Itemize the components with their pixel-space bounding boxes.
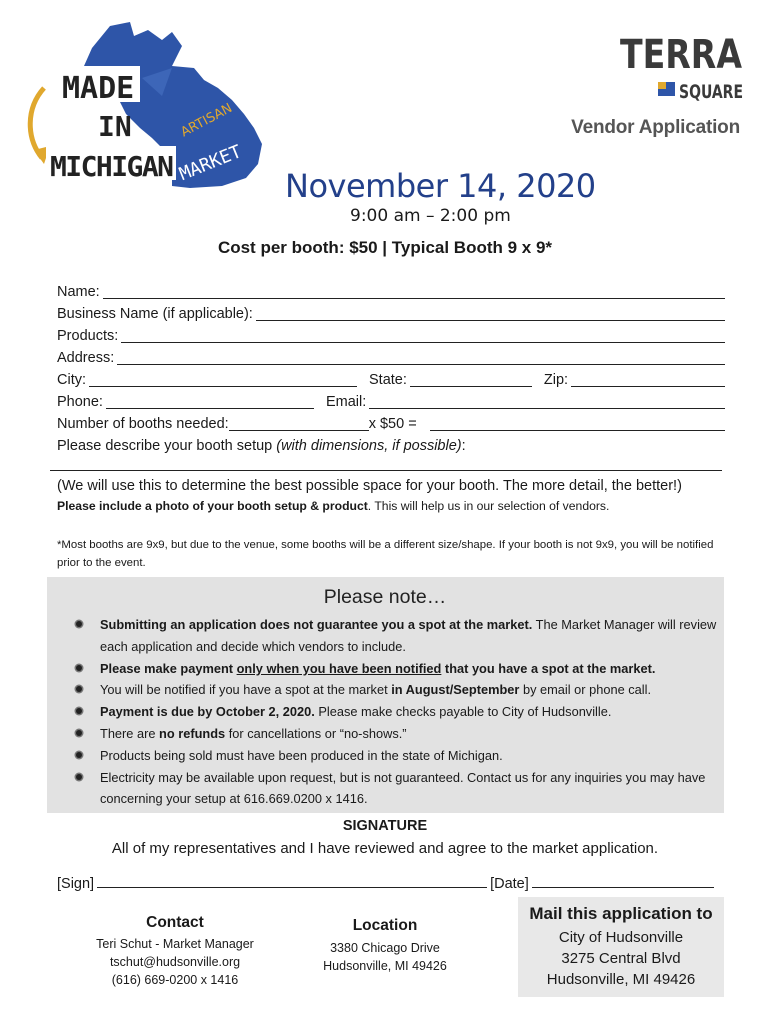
city-field[interactable] [89,372,357,387]
address-label: Address: [57,350,115,366]
signature-heading: SIGNATURE [342,818,428,834]
phone-field[interactable] [106,394,314,409]
describe-label: Please describe your booth setup [57,438,277,454]
email-field[interactable] [369,394,725,409]
business-name-label: Business Name (if applicable): [57,306,253,322]
zip-label: Zip: [543,372,569,388]
signature-statement: All of my representatives and I have reviewed and agree to the market application. [111,840,659,857]
note-4-bold: Payment is due by October 2, 2020. [100,704,315,720]
email-label: Email: [325,394,367,410]
cost-per-booth: Cost per booth: $50 | Typical Booth 9 x 9* [217,238,553,257]
name-label: Name: [57,284,100,300]
signature-row [57,872,717,892]
business-name-row [57,303,727,325]
made-in-michigan-logo [22,18,267,193]
logo-square-text: SQUARE [679,81,743,103]
name-field[interactable] [103,284,725,299]
contact-phone: (616) 669-0200 x 1416 [111,973,239,987]
sign-label: [Sign] [57,876,95,892]
date-label: [Date] [490,876,529,892]
event-date: November 14, 2020 [285,167,596,205]
business-name-field[interactable] [256,306,725,321]
list-item [70,679,720,701]
note-2-pre: Please make payment [100,660,237,676]
contact-heading: Contact [146,914,204,931]
note-2-post: that you have a spot at the market. [441,660,656,676]
state-field[interactable] [410,372,532,387]
logo-in-text: IN [98,110,132,143]
note-5-post: for cancellations or “no-shows.” [225,725,407,741]
total-fee-field[interactable] [430,416,725,431]
list-item [70,658,720,680]
list-item [70,614,720,658]
mail-city: Hudsonville, MI 49426 [546,971,696,988]
products-field[interactable] [121,328,725,343]
contact-email: tschut@hudsonville.org [109,955,241,969]
date-field[interactable] [532,875,714,888]
booths-needed-label: Number of booths needed: [57,416,229,432]
logo-michigan-text: MICHIGAN [50,150,174,183]
logo-terra-text: TERRA [620,32,743,78]
note-5-bold: no refunds [159,725,226,741]
booths-needed-field[interactable] [229,416,369,431]
logo-artisan-text: ARTISAN [178,100,235,141]
note-7-text: Electricity may be available upon request, but is not guaranteed. Contact us for any inquiries you may have concerning your setup at 616.669.0200 x 1416. [100,769,706,807]
logo-made-text: MADE [62,71,135,106]
logo-market-text: MARKET [176,141,245,186]
describe-row [57,435,727,457]
describe-hint: (with dimensions, if possible) [276,438,462,454]
zip-field[interactable] [571,372,725,387]
photo-note [57,499,609,513]
mail-block [518,903,724,990]
contact-name: Teri Schut - Market Manager [96,937,254,951]
list-item [70,723,720,745]
location-block [300,917,470,975]
signature-field[interactable] [97,875,487,888]
note-3-post: by email or phone call. [519,682,651,698]
mail-heading: Mail this application to [529,904,713,923]
note-5-pre: There are [100,725,160,741]
booths-row [57,413,727,435]
address-field[interactable] [117,350,725,365]
name-row [57,281,727,303]
address-row [57,347,727,369]
location-street: 3380 Chicago Drive [330,941,440,955]
note-1-bold: Submitting an application does not guarantee you a spot at the market. [100,617,533,632]
city-label: City: [57,372,86,388]
contact-block [50,914,300,989]
booth-setup-field[interactable] [50,470,722,471]
state-label: State: [369,372,407,388]
application-form [57,281,727,457]
list-item [70,767,720,811]
event-time: 9:00 am – 2:00 pm [350,206,511,226]
list-item [70,745,720,767]
location-heading: Location [352,917,418,934]
mail-street: 3275 Central Blvd [561,950,681,967]
please-note-title: Please note… [323,586,447,608]
booth-size-note: *Most booths are 9x9, but due to the venue, some booths will be a different size/shape. If your booth is not 9x9, you will be notified prior to the event. [57,539,714,569]
mail-name: City of Hudsonville [558,929,684,946]
photo-note-bold: Please include a photo of your booth setup & product [57,499,368,513]
note-3-bold: in August/September [391,682,520,698]
note-1-text: The Market Manager will review each application and decide which vendors to include. [100,617,717,654]
products-row [57,325,727,347]
note-3-pre: You will be notified if you have a spot at the market [100,682,392,698]
phone-label: Phone: [57,394,103,410]
terra-square-logo [620,30,745,105]
please-note-list [70,614,720,810]
phone-email-row [57,391,727,413]
describe-colon: : [461,438,466,454]
curved-arrow-icon [30,88,44,158]
times-fee-label: x $50 = [368,416,417,432]
vendor-application-heading: Vendor Application [571,117,740,138]
note-6-text: Products being sold must have been produced in the state of Michigan. [100,747,503,763]
location-city: Hudsonville, MI 49426 [323,959,447,973]
list-item [70,701,720,723]
photo-note-rest: . This will help us in our selection of vendors. [367,499,610,513]
note-2-underline: only when you have been notified [236,660,442,676]
city-state-zip-row [57,369,727,391]
use-info-note: (We will use this to determine the best possible space for your booth. The more detail, the better!) [57,478,682,494]
note-4-text: Please make checks payable to City of Hudsonville. [314,704,612,720]
products-label: Products: [57,328,119,344]
